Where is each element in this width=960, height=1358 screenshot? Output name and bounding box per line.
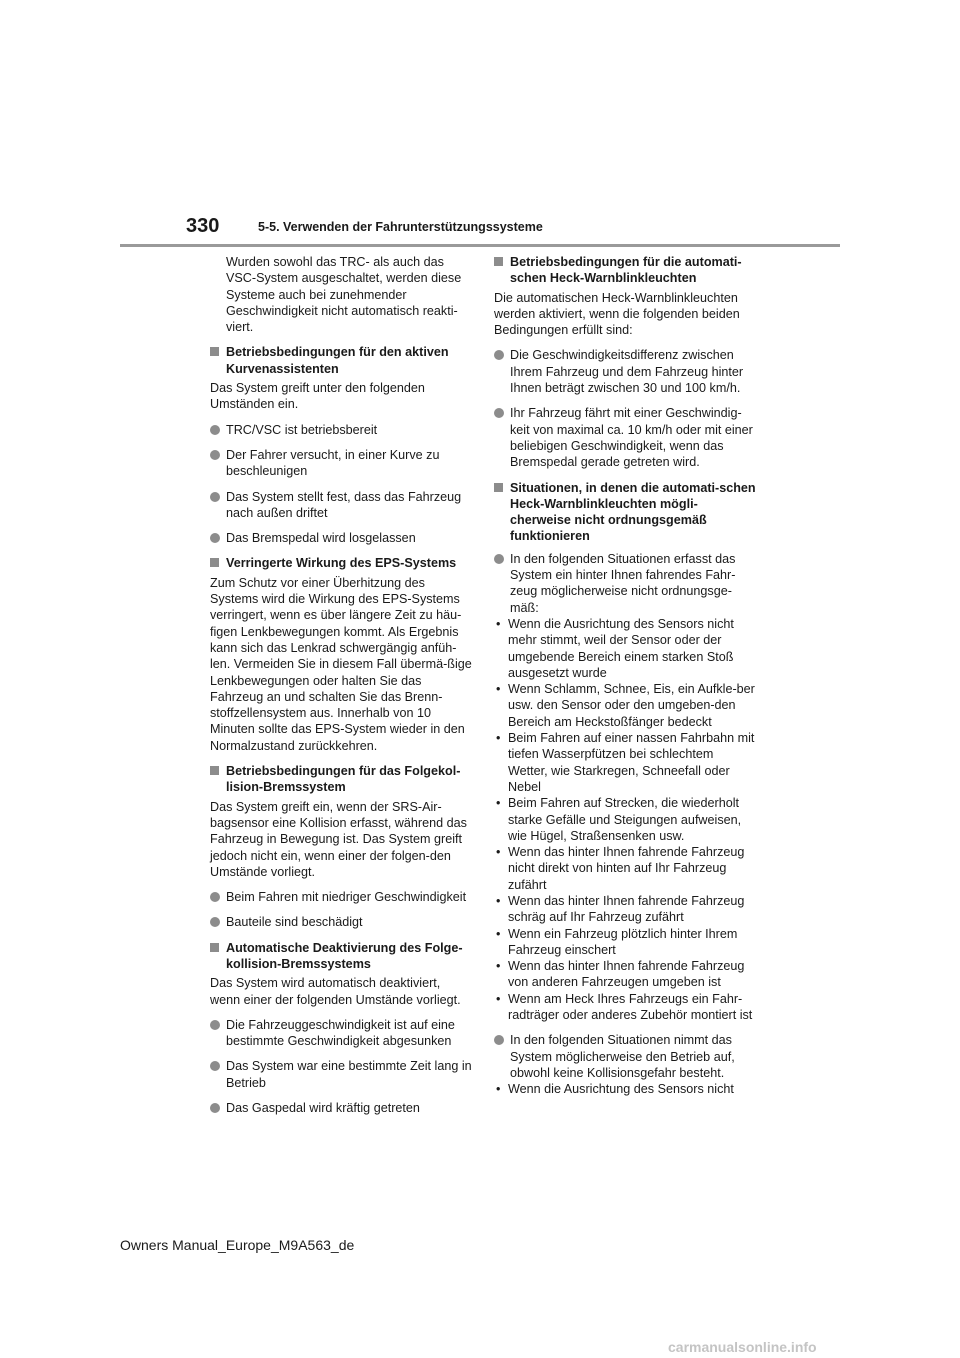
sub-list-item: • Wenn Schlamm, Schnee, Eis, ein Aufkle-ber usw. den Sensor oder den umgeben-den Bereich am Heckstoßfänger bedeckt [496, 682, 755, 729]
paragraph: Die automatischen Heck-Warnblinkleuchten werden aktiviert, wenn die folgenden beiden Bedingungen erfüllt sind: [494, 290, 740, 338]
sub-list-item: • Wenn das hinter Ihnen fahrende Fahrzeug nicht direkt von hinten auf Ihr Fahrzeug zufährt [496, 845, 745, 892]
page-number: 330 [186, 215, 220, 237]
heading-auto-deactivation: Automatische Deaktivierung des Folge-kollision-Bremssystems [210, 940, 472, 973]
paragraph: Das System wird automatisch deaktiviert, wenn einer der folgenden Umstände vorliegt. [210, 976, 461, 1007]
circle-bullet-icon [494, 408, 504, 418]
square-bullet-icon [494, 257, 503, 266]
list-item: Bauteile sind beschädigt [210, 914, 472, 930]
heading-curve-assist: Betriebsbedingungen für den aktiven Kurvenassistenten [210, 344, 472, 377]
circle-bullet-icon [210, 1020, 220, 1030]
sub-list-item: • Wenn das hinter Ihnen fahrende Fahrzeug schräg auf Ihr Fahrzeug zufährt [496, 893, 745, 925]
list-item: Das System war eine bestimmte Zeit lang in Betrieb [210, 1058, 472, 1091]
heading-eps: Verringerte Wirkung des EPS-Systems [210, 555, 472, 571]
circle-bullet-icon [494, 1035, 504, 1045]
footer-manual-id: Owners Manual_Europe_M9A563_de [120, 1237, 355, 1253]
heading-rear-hazard-limitations: Situationen, in denen die automati-schen Heck-Warnblinkleuchten mögli-cherweise nicht ordnungsgemäß funktionieren [494, 480, 756, 545]
list-item: Das System stellt fest, dass das Fahrzeug nach außen driftet [210, 489, 472, 522]
circle-bullet-icon [210, 1103, 220, 1113]
list-item: Ihr Fahrzeug fährt mit einer Geschwindig-keit von maximal ca. 10 km/h oder mit einer beliebigen Geschwindigkeit, wenn das Bremspedal gerade getreten wird. [494, 405, 756, 470]
circle-bullet-icon [210, 892, 220, 902]
heading-secondary-collision-brake: Betriebsbedingungen für das Folgekol-lision-Bremssystem [210, 763, 472, 796]
sub-list-item: • Wenn das hinter Ihnen fahrende Fahrzeug von anderen Fahrzeugen umgeben ist [496, 959, 745, 990]
paragraph: Das System greift unter den folgenden Umständen ein. [210, 381, 425, 412]
left-column [210, 254, 472, 1125]
square-bullet-icon [210, 347, 219, 356]
watermark: carmanualsonline.info [668, 1339, 817, 1355]
circle-bullet-icon [494, 554, 504, 564]
circle-bullet-icon [494, 350, 504, 360]
sub-list [494, 1081, 756, 1097]
list-item: Beim Fahren mit niedriger Geschwindigkeit [210, 889, 472, 905]
paragraph: Zum Schutz vor einer Überhitzung des Systems wird die Wirkung des EPS-Systems verringert, wenn es über längere Zeit zu häu-figen Lenkbewegungen kommt. Als Ergebnis kann sich das Lenkrad schwergängig anfüh-len. Vermeiden Sie in diesem Fall übermä-ßige Lenkbewegungen oder halten Sie das Fahrzeug an und schalten Sie das Brenn-stoffzellensystem aus. Innerhalb von 10 Minuten sollte das EPS-System wieder in den Normalzustand zurückkehren. [210, 575, 472, 753]
right-column [494, 254, 756, 1107]
circle-bullet-icon [210, 917, 220, 927]
circle-bullet-icon [210, 450, 220, 460]
list-item: Die Geschwindigkeitsdifferenz zwischen Ihrem Fahrzeug und dem Fahrzeug hinter Ihnen beträgt zwischen 30 und 100 km/h. [494, 347, 756, 396]
sub-list-item: • Wenn die Ausrichtung des Sensors nicht mehr stimmt, weil der Sensor oder der umgebende Bereich einem starken Stoß ausgesetzt wurde [496, 616, 734, 680]
circle-bullet-icon [210, 1061, 220, 1071]
circle-bullet-icon [210, 425, 220, 435]
sub-list-item: • Wenn ein Fahrzeug plötzlich hinter Ihrem Fahrzeug einschert [496, 926, 738, 957]
sub-list-item: • Beim Fahren auf einer nassen Fahrbahn mit tiefen Wasserpfützen bei schlechtem Wetter, wie Starkregen, Schneefall oder Nebel [496, 731, 755, 794]
intro-paragraph: Wurden sowohl das TRC- als auch das VSC-System ausgeschaltet, werden diese Systeme auch bei zunehmender Geschwindigkeit nicht automatisch reakti-viert. [226, 255, 462, 335]
list-item: Das Bremspedal wird losgelassen [210, 530, 472, 546]
circle-bullet-icon [210, 492, 220, 502]
list-item: Das Gaspedal wird kräftig getreten [210, 1100, 472, 1116]
list-item: TRC/VSC ist betriebsbereit [210, 422, 472, 438]
sub-list-item: • Wenn die Ausrichtung des Sensors nicht [496, 1082, 734, 1097]
square-bullet-icon [494, 483, 503, 492]
sub-list-item: • Wenn am Heck Ihres Fahrzeugs ein Fahr-radträger oder anderes Zubehör montiert ist [496, 991, 753, 1023]
list-item: In den folgenden Situationen nimmt das System möglicherweise den Betrieb auf, obwohl keine Kollisionsgefahr besteht. • Wenn die Ausrichtung des Sensors nicht [494, 1032, 756, 1097]
square-bullet-icon [210, 766, 219, 775]
paragraph: Das System greift ein, wenn der SRS-Air-bagsensor eine Kollision erfasst, während das Fahrzeug in Bewegung ist. Das System greift jedoch nicht ein, wenn einer der folgen-den Umstände vorliegt. [210, 799, 467, 879]
list-item: Die Fahrzeuggeschwindigkeit ist auf eine bestimmte Geschwindigkeit abgesunken [210, 1017, 472, 1050]
square-bullet-icon [210, 558, 219, 567]
sub-list-item: • Beim Fahren auf Strecken, die wiederholt starke Gefälle und Steigungen aufweisen, wie Hügel, Straßensenken usw. [496, 796, 742, 843]
circle-bullet-icon [210, 533, 220, 543]
sub-list [494, 616, 756, 1023]
header-rule [120, 244, 840, 247]
list-item: In den folgenden Situationen erfasst das System ein hinter Ihnen fahrendes Fahr-zeug möglicherweise nicht ordnungsge-mäß: • Wenn die Ausrichtung des Sensors nicht mehr stimmt, weil der Sensor oder der umgebende Bereich einem starken Stoß ausgesetzt wurde • Wenn Schlamm, Schnee, Eis, ein Aufkle-ber usw. den Sensor oder den umgeben-den Bereich am Heckstoßfänger bedeckt • Beim Fahren auf einer nassen Fahrbahn mit tiefen Wasserpfützen bei schlechtem Wetter, wie Starkregen, Schneefall oder Nebel • Beim Fahren auf Strecken, die wiederholt starke Gefälle und Steigungen aufweisen, wie Hügel, Straßensenken usw. • Wenn das hinter Ihnen fahrende Fahrzeug nicht direkt von hinten auf Ihr Fahrzeug zufährt • Wenn das hinter Ihnen fahrende Fahrzeug schräg auf Ihr Fahrzeug zufährt • Wenn ein Fahrzeug plötzlich hinter Ihrem Fahrzeug einschert • Wenn das hinter Ihnen fahrende Fahrzeug von anderen Fahrzeugen umgeben ist • Wenn am Heck Ihres Fahrzeugs ein Fahr-radträger oder anderes Zubehör montiert ist [496, 551, 755, 1023]
square-bullet-icon [210, 943, 219, 952]
section-title: 5-5. Verwenden der Fahrunterstützungssysteme [258, 220, 543, 234]
heading-rear-hazard-conditions: Betriebsbedingungen für die automati-schen Heck-Warnblinkleuchten [494, 254, 756, 287]
list-item: Der Fahrer versucht, in einer Kurve zu beschleunigen [210, 447, 472, 480]
